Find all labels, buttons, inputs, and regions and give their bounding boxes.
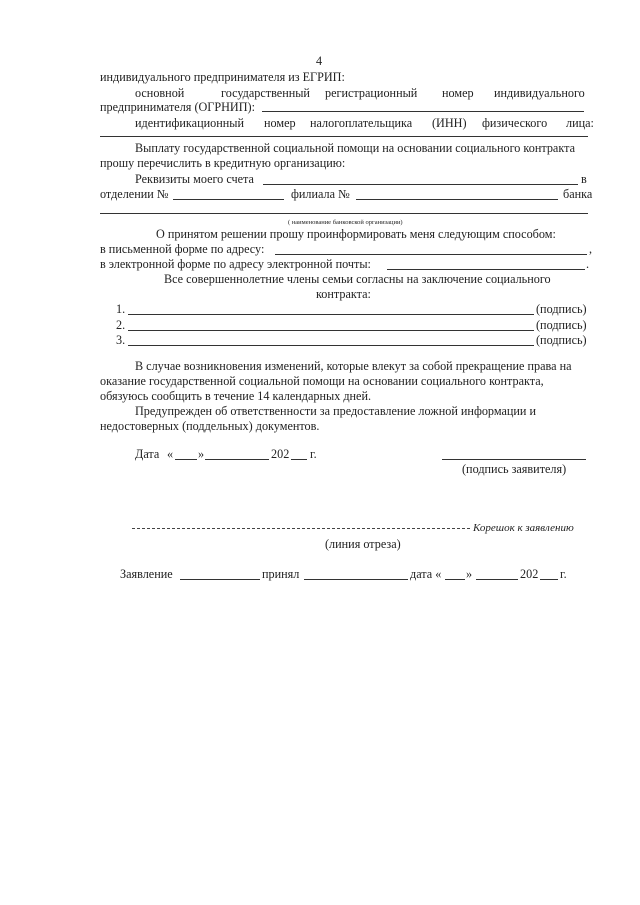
- written-address-field[interactable]: [275, 254, 587, 255]
- ogrnip-word: индивидуального: [494, 86, 585, 100]
- inform-email-label: в электронной форме по адресу электронной почты:: [100, 257, 371, 271]
- email-address-field[interactable]: [387, 269, 585, 270]
- receipt-label: Заявление: [120, 567, 173, 581]
- receipt-accepted-field[interactable]: [304, 579, 408, 580]
- receipt-close-quote: »: [466, 567, 473, 581]
- ogrnip-word: основной: [135, 86, 185, 100]
- date-label: Дата: [135, 447, 160, 461]
- warning-line: недостоверных (поддельных) документов.: [100, 419, 320, 433]
- page-number: 4: [316, 54, 323, 68]
- applicant-signature-caption: (подпись заявителя): [462, 462, 567, 476]
- receipt-accepted-label: принял: [262, 567, 300, 581]
- changes-line: оказание государственной социальной помощи на основании социального контракта,: [100, 374, 544, 388]
- bank-label: банка: [563, 187, 593, 201]
- receipt-day-field[interactable]: [445, 579, 465, 580]
- family-consent-line: Все совершеннолетние члены семьи согласны на заключение социального: [164, 272, 551, 286]
- payment-line: прошу перечислить в кредитную организацию:: [100, 156, 346, 170]
- inn-word: физического: [482, 116, 548, 130]
- ogrnip-word: государственный: [221, 86, 310, 100]
- applicant-signature-field[interactable]: [442, 459, 586, 460]
- family-row-number: 2.: [116, 318, 126, 332]
- family-member-field[interactable]: [128, 330, 534, 331]
- family-row-sign: (подпись): [536, 333, 587, 347]
- branch-label: отделении №: [100, 187, 169, 201]
- family-row-number: 3.: [116, 333, 126, 347]
- receipt-month-field[interactable]: [476, 579, 518, 580]
- receipt-year-prefix: 202: [520, 567, 539, 581]
- in-word: в: [581, 172, 587, 186]
- changes-line: В случае возникновения изменений, которые влекут за собой прекращение права на: [135, 359, 572, 373]
- family-member-field[interactable]: [128, 314, 534, 315]
- period: .: [586, 257, 590, 271]
- changes-line: обязуюсь сообщить в течение 14 календарных дней.: [100, 389, 372, 403]
- close-quote: »: [198, 447, 205, 461]
- comma: ,: [589, 242, 593, 256]
- filial-number-field[interactable]: [356, 199, 558, 200]
- filial-label: филиала №: [291, 187, 350, 201]
- receipt-number-field[interactable]: [180, 579, 260, 580]
- payment-line: Выплату государственной социальной помощи на основании социального контракта: [135, 141, 575, 155]
- cut-line: [132, 528, 470, 529]
- account-details-field[interactable]: [263, 184, 578, 185]
- open-quote: «: [167, 447, 174, 461]
- date-year-field[interactable]: [291, 459, 307, 460]
- bank-name-caption: ( наименование банковской организации): [288, 219, 403, 226]
- ogrnip-word: регистрационный: [325, 86, 418, 100]
- ogrnip-label: предпринимателя (ОГРНИП):: [100, 100, 255, 114]
- inform-written-label: в письменной форме по адресу:: [100, 242, 265, 256]
- date-day-field[interactable]: [175, 459, 197, 460]
- ogrnip-word: номер: [442, 86, 474, 100]
- inn-word: номер: [264, 116, 296, 130]
- account-details-label: Реквизиты моего счета: [135, 172, 254, 186]
- inn-word: лица:: [566, 116, 594, 130]
- inform-title: О принятом решении прошу проинформировать меня следующим способом:: [156, 227, 556, 241]
- stub-label: Корешок к заявлению: [473, 522, 574, 534]
- family-row-number: 1.: [116, 302, 126, 316]
- family-consent-line: контракта:: [316, 287, 371, 301]
- inn-word: (ИНН): [432, 116, 467, 130]
- family-row-sign: (подпись): [536, 302, 587, 316]
- receipt-year-field[interactable]: [540, 579, 558, 580]
- egrip-line: индивидуального предпринимателя из ЕГРИП:: [100, 70, 345, 84]
- inn-word: идентификационный: [135, 116, 244, 130]
- year-suffix: г.: [310, 447, 317, 461]
- branch-number-field[interactable]: [173, 199, 284, 200]
- date-month-field[interactable]: [205, 459, 269, 460]
- inn-word: налогоплательщика: [310, 116, 413, 130]
- date-year-prefix: 202: [271, 447, 290, 461]
- family-member-field[interactable]: [128, 345, 534, 346]
- receipt-year-suffix: г.: [560, 567, 567, 581]
- bank-name-field[interactable]: [100, 213, 588, 214]
- receipt-date-label: дата «: [410, 567, 442, 581]
- ogrnip-field[interactable]: [262, 111, 584, 112]
- warning-line: Предупрежден об ответственности за предоставление ложной информации и: [135, 404, 537, 418]
- cut-line-caption: (линия отреза): [325, 537, 401, 551]
- family-row-sign: (подпись): [536, 318, 587, 332]
- inn-field[interactable]: [100, 136, 588, 137]
